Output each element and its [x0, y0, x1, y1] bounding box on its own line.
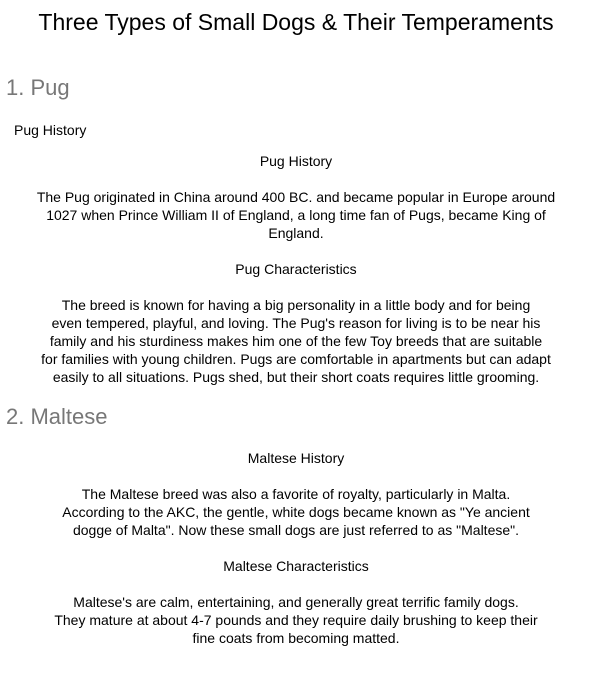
section-heading-maltese: 2. Maltese: [6, 404, 108, 429]
paragraph-line: England.: [268, 225, 324, 241]
paragraph-line: The Maltese breed was also a favorite of royalty, particularly in Malta.: [81, 486, 511, 502]
paragraph-line: The Pug originated in China around 400 BC. and became popular in Europe around: [36, 189, 556, 205]
paragraph-line: Maltese's are calm, entertaining, and generally great terrific family dogs.: [73, 594, 519, 610]
pug-subtitle: Pug History: [14, 122, 87, 138]
maltese-history-heading: Maltese History: [247, 450, 345, 466]
paragraph-line: even tempered, playful, and loving. The Pug's reason for living is to be near his: [51, 315, 541, 331]
paragraph-line: easily to all situations. Pugs shed, but their short coats requires little grooming.: [52, 369, 540, 385]
paragraph-line: for families with young children. Pugs are comfortable in apartments but can adapt: [41, 351, 551, 367]
paragraph-line: 1027 when Prince William II of England, a long time fan of Pugs, became King of: [46, 207, 546, 223]
maltese-characteristics-heading: Maltese Characteristics: [223, 558, 369, 574]
pug-characteristics-paragraph: [0, 296, 592, 386]
paragraph-line: They mature at about 4-7 pounds and they require daily brushing to keep their: [54, 612, 538, 628]
paragraph-line: family and his sturdiness makes him one of the few Toy breeds that are suitable: [49, 333, 543, 349]
paragraph-line: According to the AKC, the gentle, white dogs became known as "Ye ancient: [62, 504, 530, 520]
paragraph-line: fine coats from becoming matted.: [192, 630, 400, 646]
section-heading-pug: 1. Pug: [6, 75, 70, 100]
paragraph-line: dogge of Malta". Now these small dogs are just referred to as "Maltese".: [72, 522, 519, 538]
page-title: Three Types of Small Dogs & Their Temperaments: [38, 9, 554, 35]
maltese-history-paragraph: [0, 485, 592, 539]
paragraph-line: The breed is known for having a big personality in a little body and for being: [61, 297, 531, 313]
pug-history-heading: Pug History: [259, 153, 333, 169]
pug-characteristics-heading: Pug Characteristics: [235, 261, 357, 277]
pug-history-paragraph: [0, 188, 592, 242]
maltese-characteristics-paragraph: [0, 593, 592, 647]
